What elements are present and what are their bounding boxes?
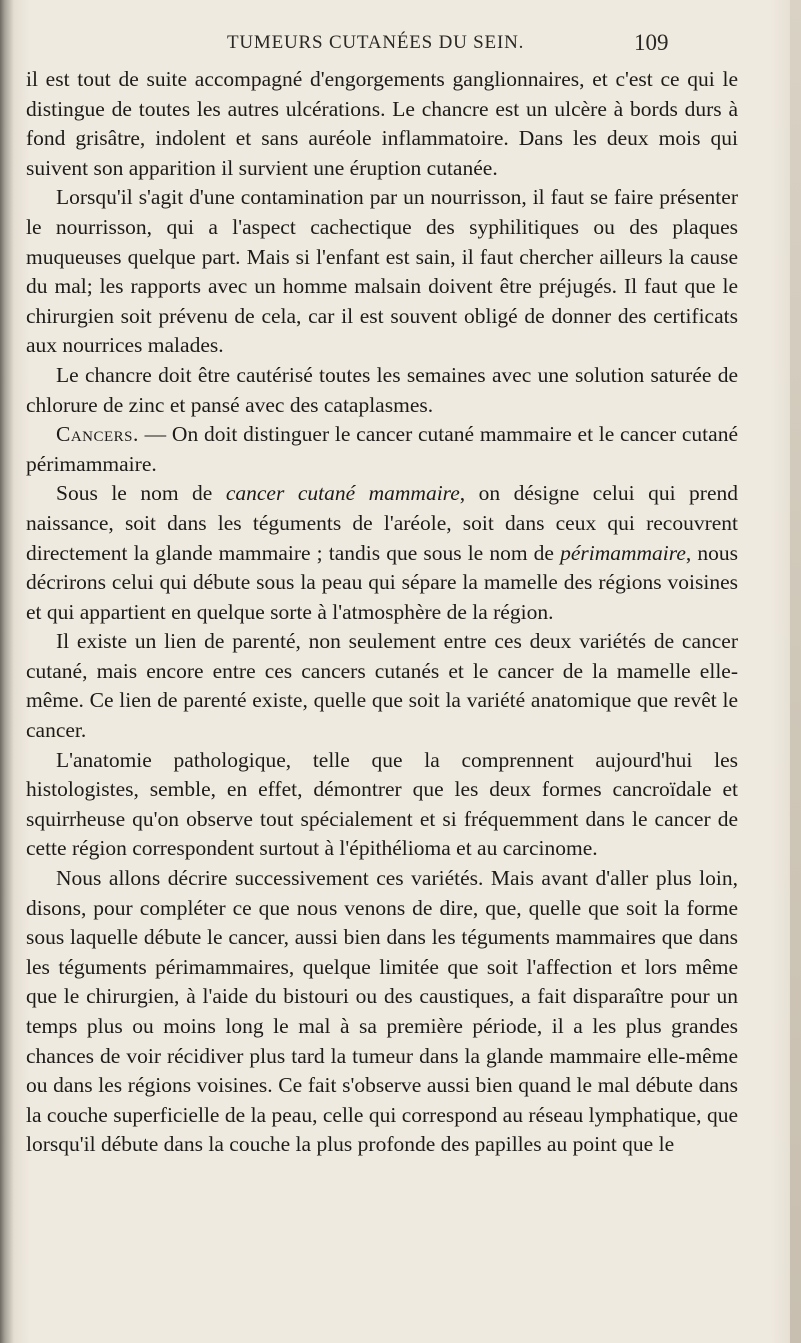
body-text [26,65,738,1160]
paragraph-3: Le chancre doit être cautérisé toutes les semaines avec une solution saturée de chlorure de zinc et pansé avec des cataplasmes. [26,362,738,417]
running-head: TUMEURS CUTANÉES DU SEIN. [227,32,525,53]
paragraph-5 [26,479,738,627]
paragraph-5-after: , nous décrirons celui qui débute sous la peau qui sépare la mamelle des régions voisines et qui appartient en quelque sorte à l'atmosphère de la région. [26,540,738,624]
page-edge [790,0,801,1343]
paragraph-7: L'anatomie pathologique, telle que la comprennent aujourd'hui les histologistes, semble, en effet, démontrer que les deux formes cancroïdale et squirrheuse qu'on observe tout spécialement et si fréquemment dans le cancer de cette région correspondent surtout à l'épithélioma et au carcinome. [26,747,738,861]
paragraph-2: Lorsqu'il s'agit d'une contamination par un nourrisson, il faut se faire présenter le nourrisson, qui a l'aspect cachectique des syphilitiques ou des plaques muqueuses quelque part. Mais si l'enfant est sain, il faut chercher ailleurs la cause du mal; les rapports avec un homme malsain doivent être préjugés. Il faut que le chirurgien soit prévenu de cela, car il est souvent obligé de donner des certificats aux nourrices malades. [26,185,738,358]
section-heading-cancers: Cancers. [56,422,139,447]
paragraph-4 [26,420,738,479]
term-perimammaire: périmammaire [560,540,686,565]
term-cancer-cutane-mammaire: cancer cutané mammaire [225,481,460,506]
page-header [0,32,801,62]
page-number: 109 [634,30,669,55]
paragraph-5-middle: , on désigne celui qui prend naissance, soit dans les téguments de l'aréole, soit dans ceux qui recouvrent directement la glande mammaire ; tandis que sous le nom de [26,481,738,565]
paragraph-4-text: — On doit distinguer le cancer cutané mammaire et le cancer cutané périmammaire. [26,422,738,476]
paragraph-8: Nous allons décrire successivement ces variétés. Mais avant d'aller plus loin, disons, pour compléter ce que nous venons de dire, que, quelle que soit la forme sous laquelle débute le cancer, aussi bien dans les téguments mammaires que dans les téguments périmammaires, quelque limitée que soit l'affection et lors même que le chirurgien, à l'aide du bistouri ou des caustiques, a fait disparaître pour un temps plus ou moins long le mal à sa première période, il a les plus grandes chances de voir récidiver plus tard la tumeur dans la glande mammaire elle-même ou dans les régions voisines. Ce fait s'observe aussi bien quand le mal débute dans la couche superficielle de la peau, celle qui correspond au réseau lymphatique, que lorsqu'il débute dans la couche la plus profonde des papilles au point que le [26,866,738,1157]
paragraph-5-before: Sous le nom de [56,481,226,506]
paragraph-1: il est tout de suite accompagné d'engorgements ganglionnaires, et c'est ce qui le distingue de toutes les autres ulcérations. Le chancre est un ulcère à bords durs à fond grisâtre, indolent et sans auréole inflammatoire. Dans les deux mois qui suivent son apparition il survient une éruption cutanée. [26,67,738,180]
paragraph-6: Il existe un lien de parenté, non seulement entre ces deux variétés de cancer cutané, mais encore entre ces cancers cutanés et le cancer de la mamelle elle-même. Ce lien de parenté existe, quelle que soit la variété anatomique que revêt le cancer. [26,629,738,743]
